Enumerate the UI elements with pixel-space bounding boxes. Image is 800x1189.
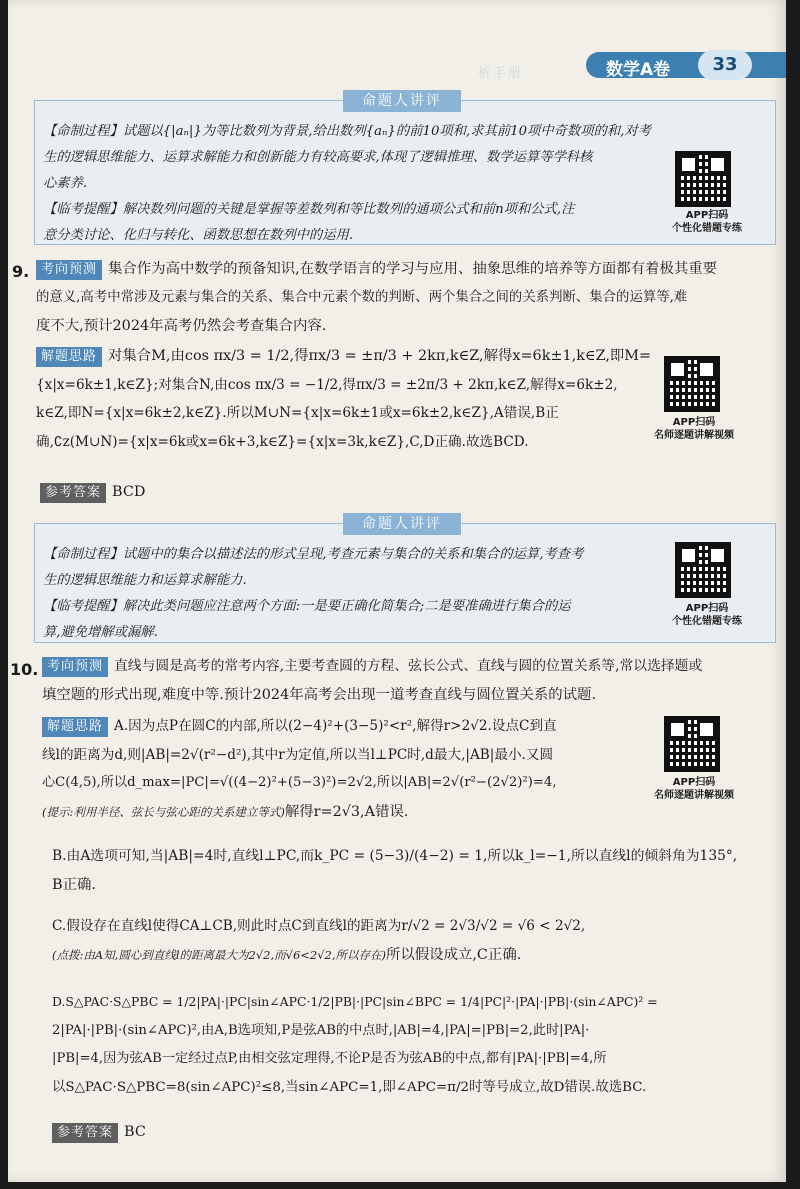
- qr-code-icon[interactable]: [664, 356, 720, 412]
- hint-text: (点拨:由A知,圆心到直线l的距离最大为2√2,而√6<2√2,所以存在): [52, 947, 386, 962]
- solve-tag: 解题思路: [42, 717, 108, 737]
- predict-tag: 考向预测: [42, 657, 108, 677]
- answer-text: BC: [124, 1124, 146, 1140]
- text-line: 意分类讨论、化归与转化、函数思想在数列中的运用.: [43, 228, 354, 243]
- answer-text: BCD: [112, 484, 146, 500]
- answer-tag: 参考答案: [40, 483, 106, 503]
- q9-answer: [40, 478, 145, 507]
- page-header: [586, 52, 786, 82]
- q9-solution: 解题思路 对集合M,由cos πx/3 = 1/2,得πx/3 = ±π/3 + 2kπ,k∈Z,解得x=6k±1,k∈Z,即M= {x|x=6k±1,k∈Z};对集合N,由cos πx/3 = −1/2,得πx/3 = ±2π/3 + 2kπ,k∈Z,解得x=6k±2, k∈Z,即N={x|x=6k±2,k∈Z}.所以M∪N={x|x=6k±1或x=6k±2,k∈Z},A错误,B正 确,∁z(M∪N)={x|x=6k或x=6k+3,k∈Z}={x|x=3k,k∈Z},C,D正确.故选BCD.: [36, 348, 652, 450]
- q9-predict: 考向预测 集合作为高中数学的预备知识,在数学语言的学习与应用、抽象思维的培养等方面都有着极其重要 的意义,高考中常涉及元素与集合的关系、集合中元素个数的判断、两个集合之间的关系判断、集合的运算等,难 度不大,预计2024年高考仍然会考查集合内容.: [36, 261, 717, 334]
- q10-solution-a: 解题思路 A.因为点P在圆C的内部,所以(2−4)²+(3−5)²<r²,解得r>2√2.设点C到直 线l的距离为d,则|AB|=2√(r²−d²),其中r为定值,所以当l⊥PC时,d最大,|AB|最小.又圆 心C(4,5),所以d_max=|PC|=√((4−2)²+(5−3)²)=2√2,所以|AB|=2√(r²−(2√2)²)=4, (提示:利用半径、弦长与弦心距的关系建立等式)解得r=2√3,A错误.: [42, 718, 557, 820]
- q10-solution-c: C.假设存在直线l使得CA⊥CB,则此时点C到直线l的距离为r/√2 = 2√3/√2 = √6 < 2√2, (点拨:由A知,圆心到直线l的距离最大为2√2,而√6<2√2,所以存在)所以假设成立,C正确.: [52, 918, 586, 963]
- book-page: [8, 0, 786, 1182]
- qr-code-icon[interactable]: [675, 151, 731, 207]
- bleed-through-text: 析手册: [478, 66, 524, 81]
- q10-solution-d: D.S△PAC·S△PBC = 1/2|PA|·|PC|sin∠APC·1/2|PB|·|PC|sin∠BPC = 1/4|PC|²·|PA|·|PB|·(sin∠APC)² = 2|PA|·|PB|·(sin∠APC)²,由A,B选项知,P是弦AB的中点时,|AB|=4,|PA|=|PB|=2,此时|PA|· |PB|=4,因为弦AB一定经过点P,由相交弦定理得,不论P是否为弦AB的中点,都有|PA|·|PB|=4,所 以S△PAC·S△PBC=8(sin∠APC)²≤8,当sin∠APC=1,即∠APC=π/2时等号成立,故D错误.故选BC.: [52, 994, 658, 1095]
- commentary-box-2: [34, 516, 776, 643]
- text-line: 【临考提醒】解决数列问题的关键是掌握等差数列和等比数列的通项公式和前n项和公式,注: [43, 202, 575, 217]
- qr-caption: APP扫码 个性化错题专练: [672, 210, 742, 234]
- commentary-tab: 命题人讲评: [343, 90, 461, 112]
- qr-caption: APP扫码 名师逐题讲解视频: [654, 777, 734, 801]
- hint-text: (提示:利用半径、弦长与弦心距的关系建立等式): [42, 804, 285, 819]
- q10-answer: [52, 1118, 146, 1147]
- answer-tag: 参考答案: [52, 1123, 118, 1143]
- text-line: 生的逻辑思维能力、运算求解能力和创新能力有较高要求,体现了逻辑推理、数学运算等学科核: [43, 150, 593, 165]
- solve-tag: 解题思路: [36, 347, 102, 367]
- text-line: 心素养.: [43, 176, 88, 191]
- q10-solution-b: B.由A选项可知,当|AB|=4时,直线l⊥PC,而k_PC = (5−3)/(4−2) = 1,所以k_l=−1,所以直线l的倾斜角为135°, B正确.: [52, 848, 738, 893]
- header-title: 数学A卷: [606, 60, 671, 80]
- question-number: 9.: [12, 262, 30, 281]
- qr-caption: APP扫码 名师逐题讲解视频: [654, 417, 734, 441]
- qr-code-icon[interactable]: [664, 716, 720, 772]
- predict-tag: 考向预测: [36, 260, 102, 280]
- commentary-text: 【命制过程】试题中的集合以描述法的形式呈现,考查元素与集合的关系和集合的运算,考查考 生的逻辑思维能力和运算求解能力. 【临考提醒】解决此类问题应注意两个方面:一是要正确化简集合;二是要准确进行集合的运 算,避免增解或漏解.: [43, 547, 584, 640]
- question-number: 10.: [10, 660, 39, 679]
- qr-code-icon[interactable]: [675, 542, 731, 598]
- q10-predict: 考向预测 直线与圆是高考的常考内容,主要考查圆的方程、弦长公式、直线与圆的位置关系等,常以选择题或 填空题的形式出现,难度中等.预计2024年高考会出现一道考查直线与圆位置关系的试题.: [42, 658, 703, 703]
- qr-caption: APP扫码 个性化错题专练: [672, 603, 742, 627]
- commentary-box-1: [34, 93, 776, 245]
- page-number: 33: [698, 50, 752, 80]
- commentary-tab: 命题人讲评: [343, 513, 461, 535]
- text-line: 【命制过程】试题以{|aₙ|}为等比数列为背景,给出数列{aₙ}的前10项和,求其前10项中奇数项的和,对考: [43, 124, 651, 139]
